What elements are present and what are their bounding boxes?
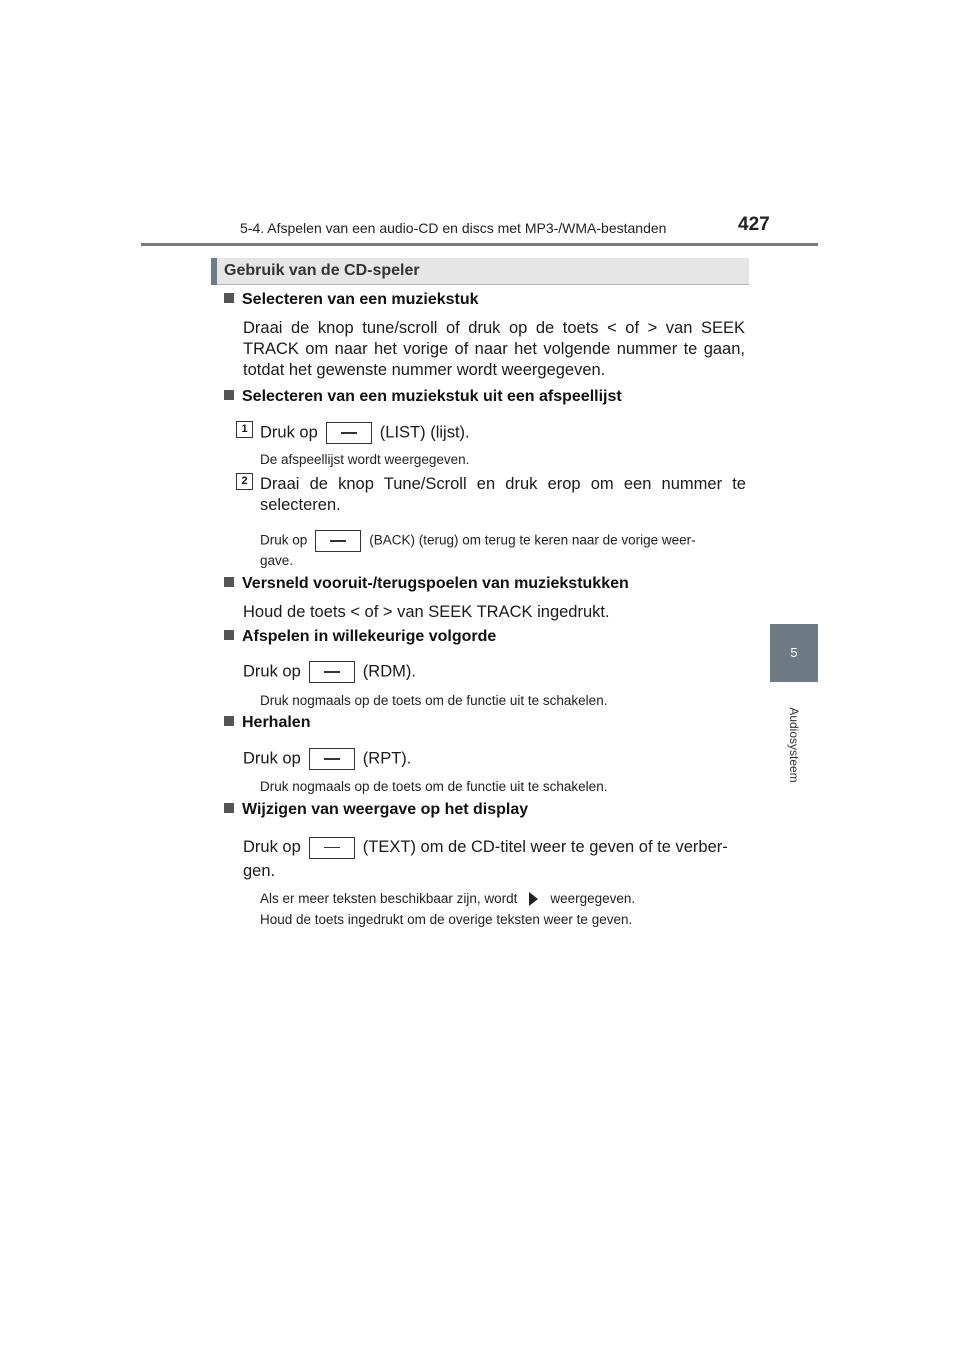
- subheading-select-track: Selecteren van een muziekstuk: [224, 291, 479, 309]
- subheading-repeat: Herhalen: [224, 714, 310, 732]
- text-button-icon: [309, 837, 355, 859]
- square-bullet-icon: [224, 630, 234, 640]
- select-track-text: Draai de knop tune/scroll of druk op de toets < of > van SEEK TRACK om naar het vorige of naar het volgende nummer te gaan, totdat het gewenste nummer wordt weergegeven.: [243, 319, 745, 379]
- square-bullet-icon: [224, 577, 234, 587]
- square-bullet-icon: [224, 390, 234, 400]
- page-number: 427: [738, 214, 770, 235]
- step-number-1: 1: [236, 421, 253, 438]
- header-rule: [141, 243, 818, 246]
- chapter-tab: 5: [770, 624, 818, 682]
- section-heading: Gebruik van de CD-speler: [224, 262, 420, 279]
- subheading-random: Afspelen in willekeurige volgorde: [224, 628, 496, 646]
- step-2-text: Draai de knop Tune/Scroll en druk erop om een nummer te selecteren.: [260, 475, 746, 514]
- display-text-cont: gen.: [243, 862, 276, 880]
- repeat-note: Druk nogmaals op de toets om de functie uit te schakelen.: [260, 779, 608, 794]
- display-note-1: Als er meer teksten beschikbaar zijn, wordt weergegeven.: [260, 891, 636, 906]
- fast-forward-text: Houd de toets < of > van SEEK TRACK ingedrukt.: [243, 603, 610, 621]
- section-heading-accent: [211, 258, 217, 285]
- back-button-icon: [315, 530, 361, 552]
- square-bullet-icon: [224, 293, 234, 303]
- rpt-button-icon: [309, 748, 355, 770]
- chapter-label: Audiosysteem: [787, 707, 801, 783]
- square-bullet-icon: [224, 716, 234, 726]
- display-text: Druk op (TEXT) om de CD-titel weer te geven of te verber-: [243, 835, 745, 859]
- step-2-note-cont: gave.: [260, 553, 294, 568]
- step-number-2: 2: [236, 473, 253, 490]
- repeat-text: Druk op (RPT).: [243, 748, 745, 770]
- more-text-arrow-icon: [529, 892, 538, 906]
- list-button-icon: [326, 422, 372, 444]
- subheading-display: Wijzigen van weergave op het display: [224, 801, 528, 819]
- running-header: 5-4. Afspelen van een audio-CD en discs met MP3-/WMA-bestanden: [240, 220, 667, 236]
- subheading-playlist: Selecteren van een muziekstuk uit een afspeellijst: [224, 388, 622, 406]
- display-note-2: Houd de toets ingedrukt om de overige teksten weer te geven.: [260, 912, 633, 927]
- rdm-button-icon: [309, 661, 355, 683]
- random-text: Druk op (RDM).: [243, 661, 745, 683]
- square-bullet-icon: [224, 803, 234, 813]
- random-note: Druk nogmaals op de toets om de functie uit te schakelen.: [260, 693, 608, 708]
- step-2-note: Druk op (BACK) (terug) om terug te keren naar de vorige weer-: [260, 530, 746, 552]
- step-1-note: De afspeellijst wordt weergegeven.: [260, 452, 470, 467]
- subheading-fast-forward: Versneld vooruit-/terugspoelen van muziekstukken: [224, 575, 629, 593]
- step-1-text: Druk op (LIST) (lijst).: [260, 422, 762, 444]
